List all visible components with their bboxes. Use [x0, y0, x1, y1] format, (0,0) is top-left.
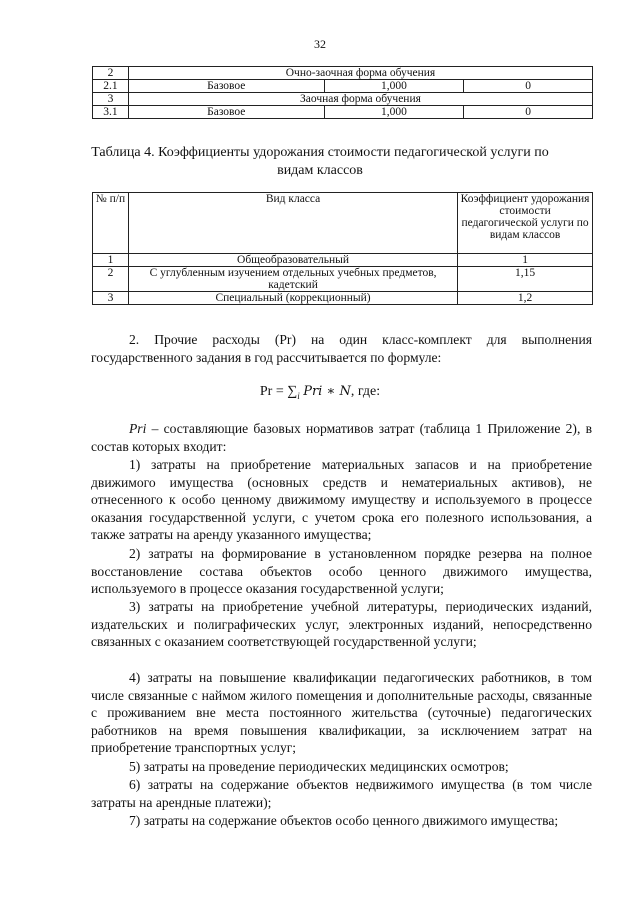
row-number: 1 — [93, 254, 129, 267]
kind-cell: Специальный (коррекционный) — [128, 292, 457, 305]
intro-paragraph: 2. Прочие расходы (Pr) на один класс-комплект для выполнения государственного задания в год рассчитывается по формуле: — [91, 332, 592, 365]
value-cell: 0 — [464, 80, 593, 93]
kind-cell: С углубленным изучением отдельных учебных предметов, кадетский — [128, 267, 457, 292]
coef-cell: 1,2 — [458, 292, 593, 305]
sum-sign: ∑ — [287, 384, 298, 399]
row-number: 2.1 — [93, 80, 129, 93]
table-row — [93, 292, 593, 305]
value-cell: 0 — [464, 106, 593, 119]
page-number: 32 — [314, 37, 326, 51]
table-header-row — [93, 193, 593, 254]
level-cell: Базовое — [128, 106, 324, 119]
list-item: 1) затраты на приобретение материальных запасов и на приобретение движимого имущества (основных средств и нематериальных активов), не отнесенного к особо ценному движимому имуществу и используемого в процессе оказания государственной услуги, с учетом срока его полезного использования, а также затраты на аренду указанного имущества; — [91, 457, 592, 543]
list-item: 2) затраты на формирование в установленном порядке резерва на полное восстановление состава объектов особо ценного движимого имущества, используемого в процессе оказания государственной услуги; — [91, 546, 592, 597]
table-row — [93, 106, 593, 119]
list-item: 5) затраты на проведение периодических медицинских осмотров; — [129, 759, 509, 774]
list-item: 4) затраты на повышение квалификации педагогических работников, в том числе связанные с наймом жилого помещения и дополнительные расходы, связанные с проживанием вне места постоянного жительства (суточные) педагогических работников на время повышения квалификации, за исключением затрат на приобретение транспортных услуг; — [91, 670, 592, 756]
row-number: 2 — [93, 267, 129, 292]
list-item: 7) затраты на содержание объектов особо ценного движимого имущества; — [129, 813, 559, 828]
education-form-table — [92, 66, 593, 119]
row-number: 2 — [93, 67, 129, 80]
form-heading: Очно-заочная форма обучения — [128, 67, 592, 80]
sum-index: i — [297, 390, 300, 401]
coef-cell: 1,000 — [324, 80, 464, 93]
header-kind: Вид класса — [128, 193, 457, 254]
table4-caption: Таблица 4. Коэффициенты удорожания стоимости педагогической услуги по видам классов — [91, 145, 549, 178]
row-number: 3 — [93, 93, 129, 106]
table-row — [93, 254, 593, 267]
kind-cell: Общеобразовательный — [128, 254, 457, 267]
coef-cell: 1 — [458, 254, 593, 267]
table-row — [93, 267, 593, 292]
formula-lhs: Pr = — [259, 384, 288, 399]
level-cell: Базовое — [128, 80, 324, 93]
pri-term: Pri — [129, 421, 147, 436]
table-row — [93, 93, 593, 106]
formula-expression: Pri ∗ N — [303, 384, 351, 399]
form-heading: Заочная форма обучения — [128, 93, 592, 106]
table-row — [93, 80, 593, 93]
formula — [0, 384, 640, 401]
coef-cell: 1,15 — [458, 267, 593, 292]
list-item: 6) затраты на содержание объектов недвижимого имущества (в том числе затраты на арендные платежи); — [91, 777, 592, 810]
row-number: 3.1 — [93, 106, 129, 119]
header-number: № п/п — [93, 193, 129, 254]
header-coef: Коэффициент удорожания стоимости педагогической услуги по видам классов — [458, 193, 593, 254]
pri-text: – составляющие базовых нормативов затрат (таблица 1 Приложение 2), в состав которых входит: — [91, 421, 592, 454]
row-number: 3 — [93, 292, 129, 305]
class-coefficient-table — [92, 192, 593, 305]
coef-cell: 1,000 — [324, 106, 464, 119]
pri-definition — [91, 420, 592, 455]
table-row — [93, 67, 593, 80]
formula-tail: , где: — [350, 384, 381, 399]
list-item: 3) затраты на приобретение учебной литературы, периодических изданий, издательских и полиграфических услуг, электронных изданий, непосредственно связанных с оказанием соответствующей государственной услуги; — [91, 599, 592, 650]
